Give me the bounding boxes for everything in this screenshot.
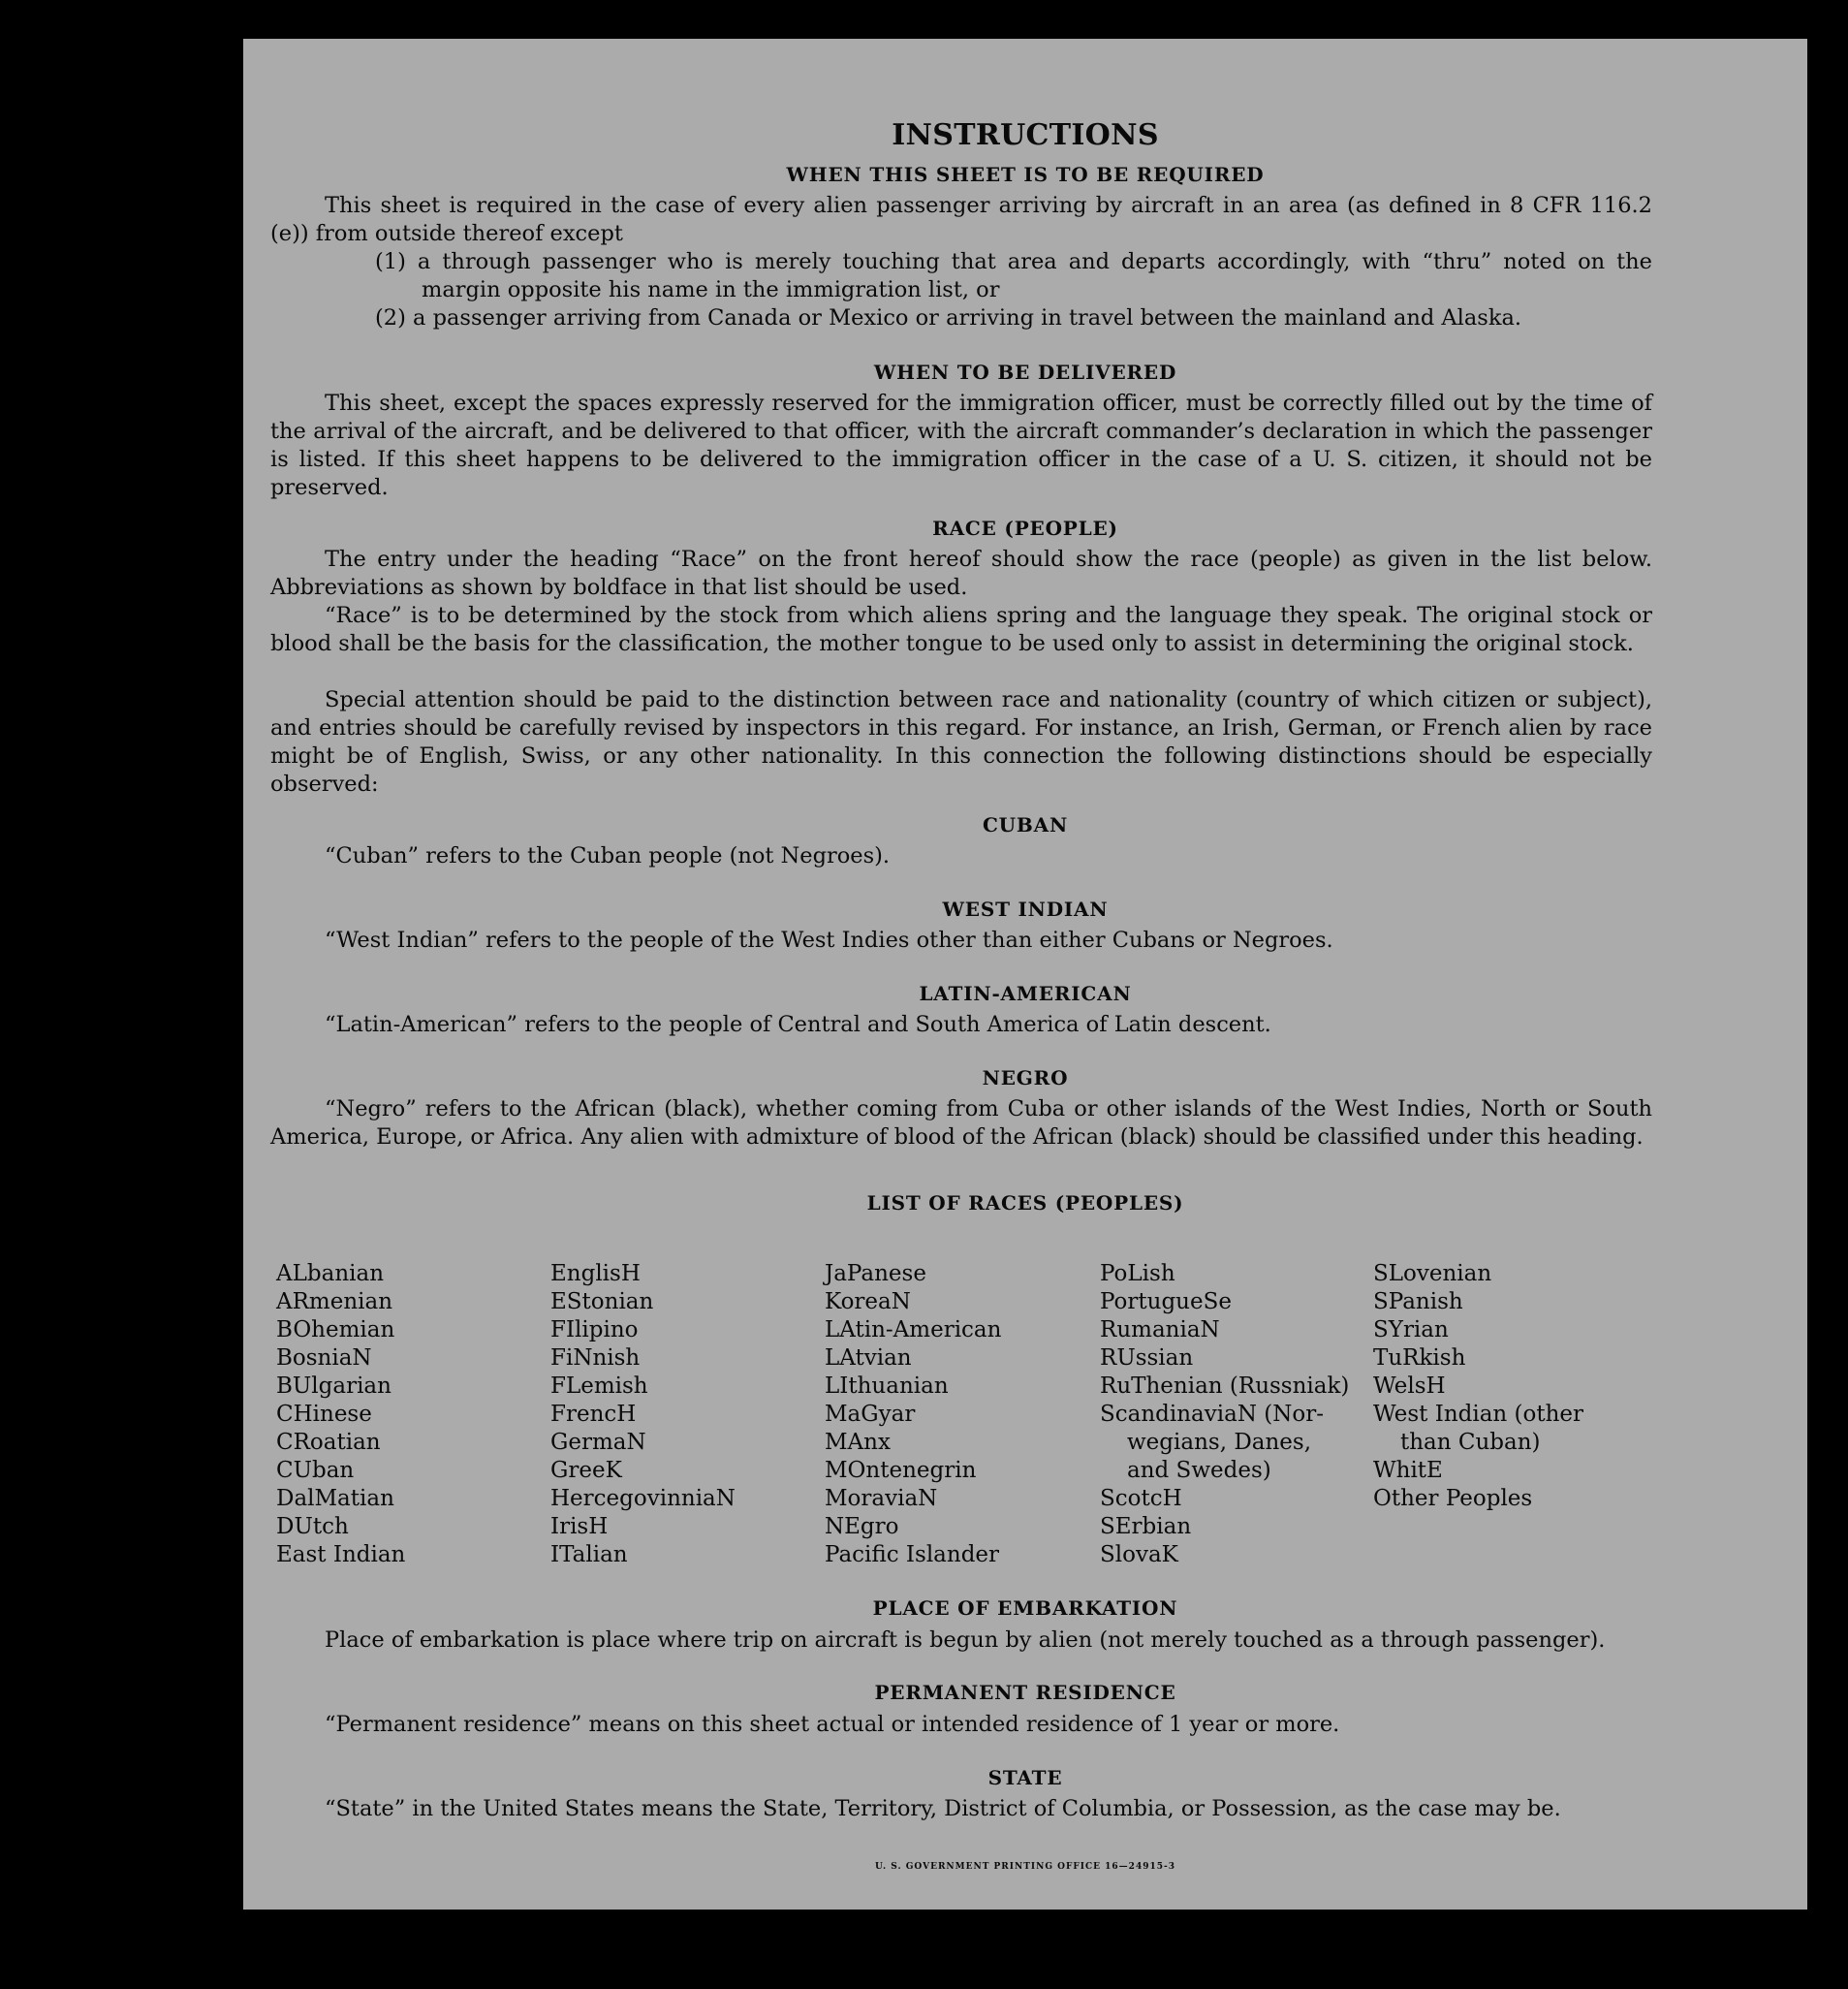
- race-entry: HercegovinniaN: [550, 1486, 736, 1511]
- race-entry: MaGyar: [825, 1402, 916, 1427]
- race-entry: EnglisH: [550, 1261, 641, 1286]
- west-indian-text: “West Indian” refers to the people of the West Indies other than either Cubans or Negroes.: [325, 928, 1333, 953]
- races-column-3: [825, 1260, 1001, 1569]
- race-entry: PortugueSe: [1100, 1289, 1232, 1314]
- race-paragraph-3: Special attention should be paid to the distinction between race and nationality (country of which citizen or subject), and entries should be carefully revised by inspectors in this regard. For instance, an Irish, German, or French alien by race might be of English, Swiss, or any other nationality. In this connection the following distinctions should be especially observed:: [270, 687, 1652, 797]
- delivered-text: This sheet, except the spaces expressly reserved for the immigration officer, must be correctly filled out by the time of the arrival of the aircraft, and be delivered to that officer, with the aircraft commander’s declaration in which the passenger is listed. If this sheet happens to be delivered to the immigration officer in the case of a U. S. citizen, it should not be preserved.: [270, 391, 1652, 500]
- race-entry: DUtch: [276, 1514, 349, 1539]
- heading-list-of-races: LIST OF RACES (PEOPLES): [866, 1191, 1184, 1215]
- race-entry: SPanish: [1373, 1289, 1463, 1314]
- heading-when-required: WHEN THIS SHEET IS TO BE REQUIRED: [786, 163, 1265, 186]
- race-entry: CHinese: [276, 1402, 372, 1427]
- race-entry: FLemish: [550, 1373, 648, 1399]
- race-entry: PoLish: [1100, 1261, 1175, 1286]
- required-item-1: (1) a through passenger who is merely touching that area and departs accordingly, with “thru” noted on the margin opposite his name in the immigration list, or: [375, 249, 1652, 302]
- race-entry: LAtvian: [825, 1345, 912, 1371]
- race-entry: SErbian: [1100, 1514, 1192, 1539]
- heading-west-indian: WEST INDIAN: [942, 898, 1109, 921]
- race-entry: Pacific Islander: [825, 1542, 1000, 1567]
- race-entry: BUlgarian: [276, 1373, 392, 1399]
- race-entry: WelsH: [1373, 1373, 1446, 1399]
- race-entry: ScandinaviaN (Nor-: [1100, 1402, 1324, 1427]
- race-entry: MAnx: [825, 1430, 891, 1455]
- races-column-2: [550, 1260, 736, 1569]
- race-entry: and Swedes): [1127, 1458, 1271, 1483]
- race-entry: NEgro: [825, 1514, 899, 1539]
- heading-latin-american: LATIN-AMERICAN: [919, 982, 1132, 1005]
- race-entry: ITalian: [550, 1542, 628, 1567]
- page-title: INSTRUCTIONS: [892, 118, 1159, 152]
- race-entry: MOntenegrin: [825, 1458, 977, 1483]
- race-entry: FIlipino: [550, 1317, 639, 1342]
- races-column-5: [1373, 1260, 1583, 1513]
- heading-negro: NEGRO: [982, 1066, 1069, 1089]
- races-column-1: [276, 1260, 405, 1569]
- race-entry: DalMatian: [276, 1486, 394, 1511]
- required-item-2: (2) a passenger arriving from Canada or Mexico or arriving in travel between the mainland and Alaska.: [375, 305, 1522, 331]
- heading-permanent-residence: PERMANENT RESIDENCE: [874, 1681, 1176, 1704]
- race-entry: GreeK: [550, 1458, 622, 1483]
- race-entry: TuRkish: [1373, 1345, 1466, 1371]
- race-entry: JaPanese: [825, 1261, 926, 1286]
- latin-american-text: “Latin-American” refers to the people of Central and South America of Latin descent.: [325, 1012, 1271, 1037]
- heading-state: STATE: [987, 1766, 1063, 1789]
- race-entry: Other Peoples: [1373, 1486, 1533, 1511]
- race-entry: LIthuanian: [825, 1373, 949, 1399]
- race-entry: ARmenian: [276, 1289, 393, 1314]
- heading-place-of-embarkation: PLACE OF EMBARKATION: [872, 1596, 1178, 1620]
- race-entry: BOhemian: [276, 1317, 395, 1342]
- race-entry: West Indian (other: [1373, 1402, 1584, 1427]
- race-entry: RumaniaN: [1100, 1317, 1220, 1342]
- race-entry: CUban: [276, 1458, 355, 1483]
- race-entry: CRoatian: [276, 1430, 381, 1455]
- race-entry: FrencH: [550, 1402, 637, 1427]
- required-intro: This sheet is required in the case of every alien passenger arriving by aircraft in an area (as defined in 8 CFR 116.2 (e)) from outside thereof except: [270, 193, 1652, 246]
- race-entry: than Cuban): [1400, 1430, 1541, 1455]
- heading-when-delivered: WHEN TO BE DELIVERED: [873, 361, 1177, 384]
- race-entry: IrisH: [550, 1514, 609, 1539]
- heading-race: RACE (PEOPLE): [932, 517, 1118, 540]
- race-paragraph-2: “Race” is to be determined by the stock from which aliens spring and the language they speak. The original stock or blood shall be the basis for the classification, the mother tongue to be used only to assist in determining the original stock.: [270, 603, 1652, 656]
- race-entry: WhitE: [1373, 1458, 1443, 1483]
- printing-office-footer: U. S. GOVERNMENT PRINTING OFFICE 16—24915-3: [875, 1862, 1175, 1872]
- races-column-4: [1100, 1260, 1349, 1569]
- race-entry: KoreaN: [825, 1289, 911, 1314]
- race-entry: RuThenian (Russniak): [1100, 1373, 1350, 1399]
- embarkation-text: Place of embarkation is place where trip on aircraft is begun by alien (not merely touched as a through passenger).: [325, 1627, 1606, 1653]
- race-entry: FiNnish: [550, 1345, 641, 1371]
- race-entry: LAtin-American: [825, 1317, 1002, 1342]
- race-entry: MoraviaN: [825, 1486, 938, 1511]
- race-entry: BosniaN: [276, 1345, 372, 1371]
- race-entry: wegians, Danes,: [1127, 1430, 1312, 1455]
- race-entry: GermaN: [550, 1430, 646, 1455]
- instruction-sheet: [243, 39, 1807, 1910]
- cuban-text: “Cuban” refers to the Cuban people (not Negroes).: [325, 843, 891, 868]
- negro-text: “Negro” refers to the African (black), whether coming from Cuba or other islands of the West Indies, North or South America, Europe, or Africa. Any alien with admixture of blood of the African (black) should be classified under this heading.: [270, 1096, 1652, 1150]
- heading-cuban: CUBAN: [982, 813, 1069, 837]
- race-entry: SYrian: [1373, 1317, 1449, 1342]
- race-paragraph-1: The entry under the heading “Race” on the front hereof should show the race (people) as given in the list below. Abbreviations as shown by boldface in that list should be used.: [270, 547, 1652, 600]
- race-entry: RUssian: [1100, 1345, 1194, 1371]
- race-entry: SLovenian: [1373, 1261, 1492, 1286]
- race-entry: East Indian: [276, 1542, 406, 1567]
- state-text: “State” in the United States means the State, Territory, District of Columbia, or Possession, as the case may be.: [325, 1796, 1561, 1821]
- race-entry: SlovaK: [1100, 1542, 1178, 1567]
- race-entry: ALbanian: [276, 1261, 385, 1286]
- residence-text: “Permanent residence” means on this sheet actual or intended residence of 1 year or more.: [325, 1712, 1340, 1737]
- race-entry: EStonian: [550, 1289, 654, 1314]
- race-entry: ScotcH: [1100, 1486, 1182, 1511]
